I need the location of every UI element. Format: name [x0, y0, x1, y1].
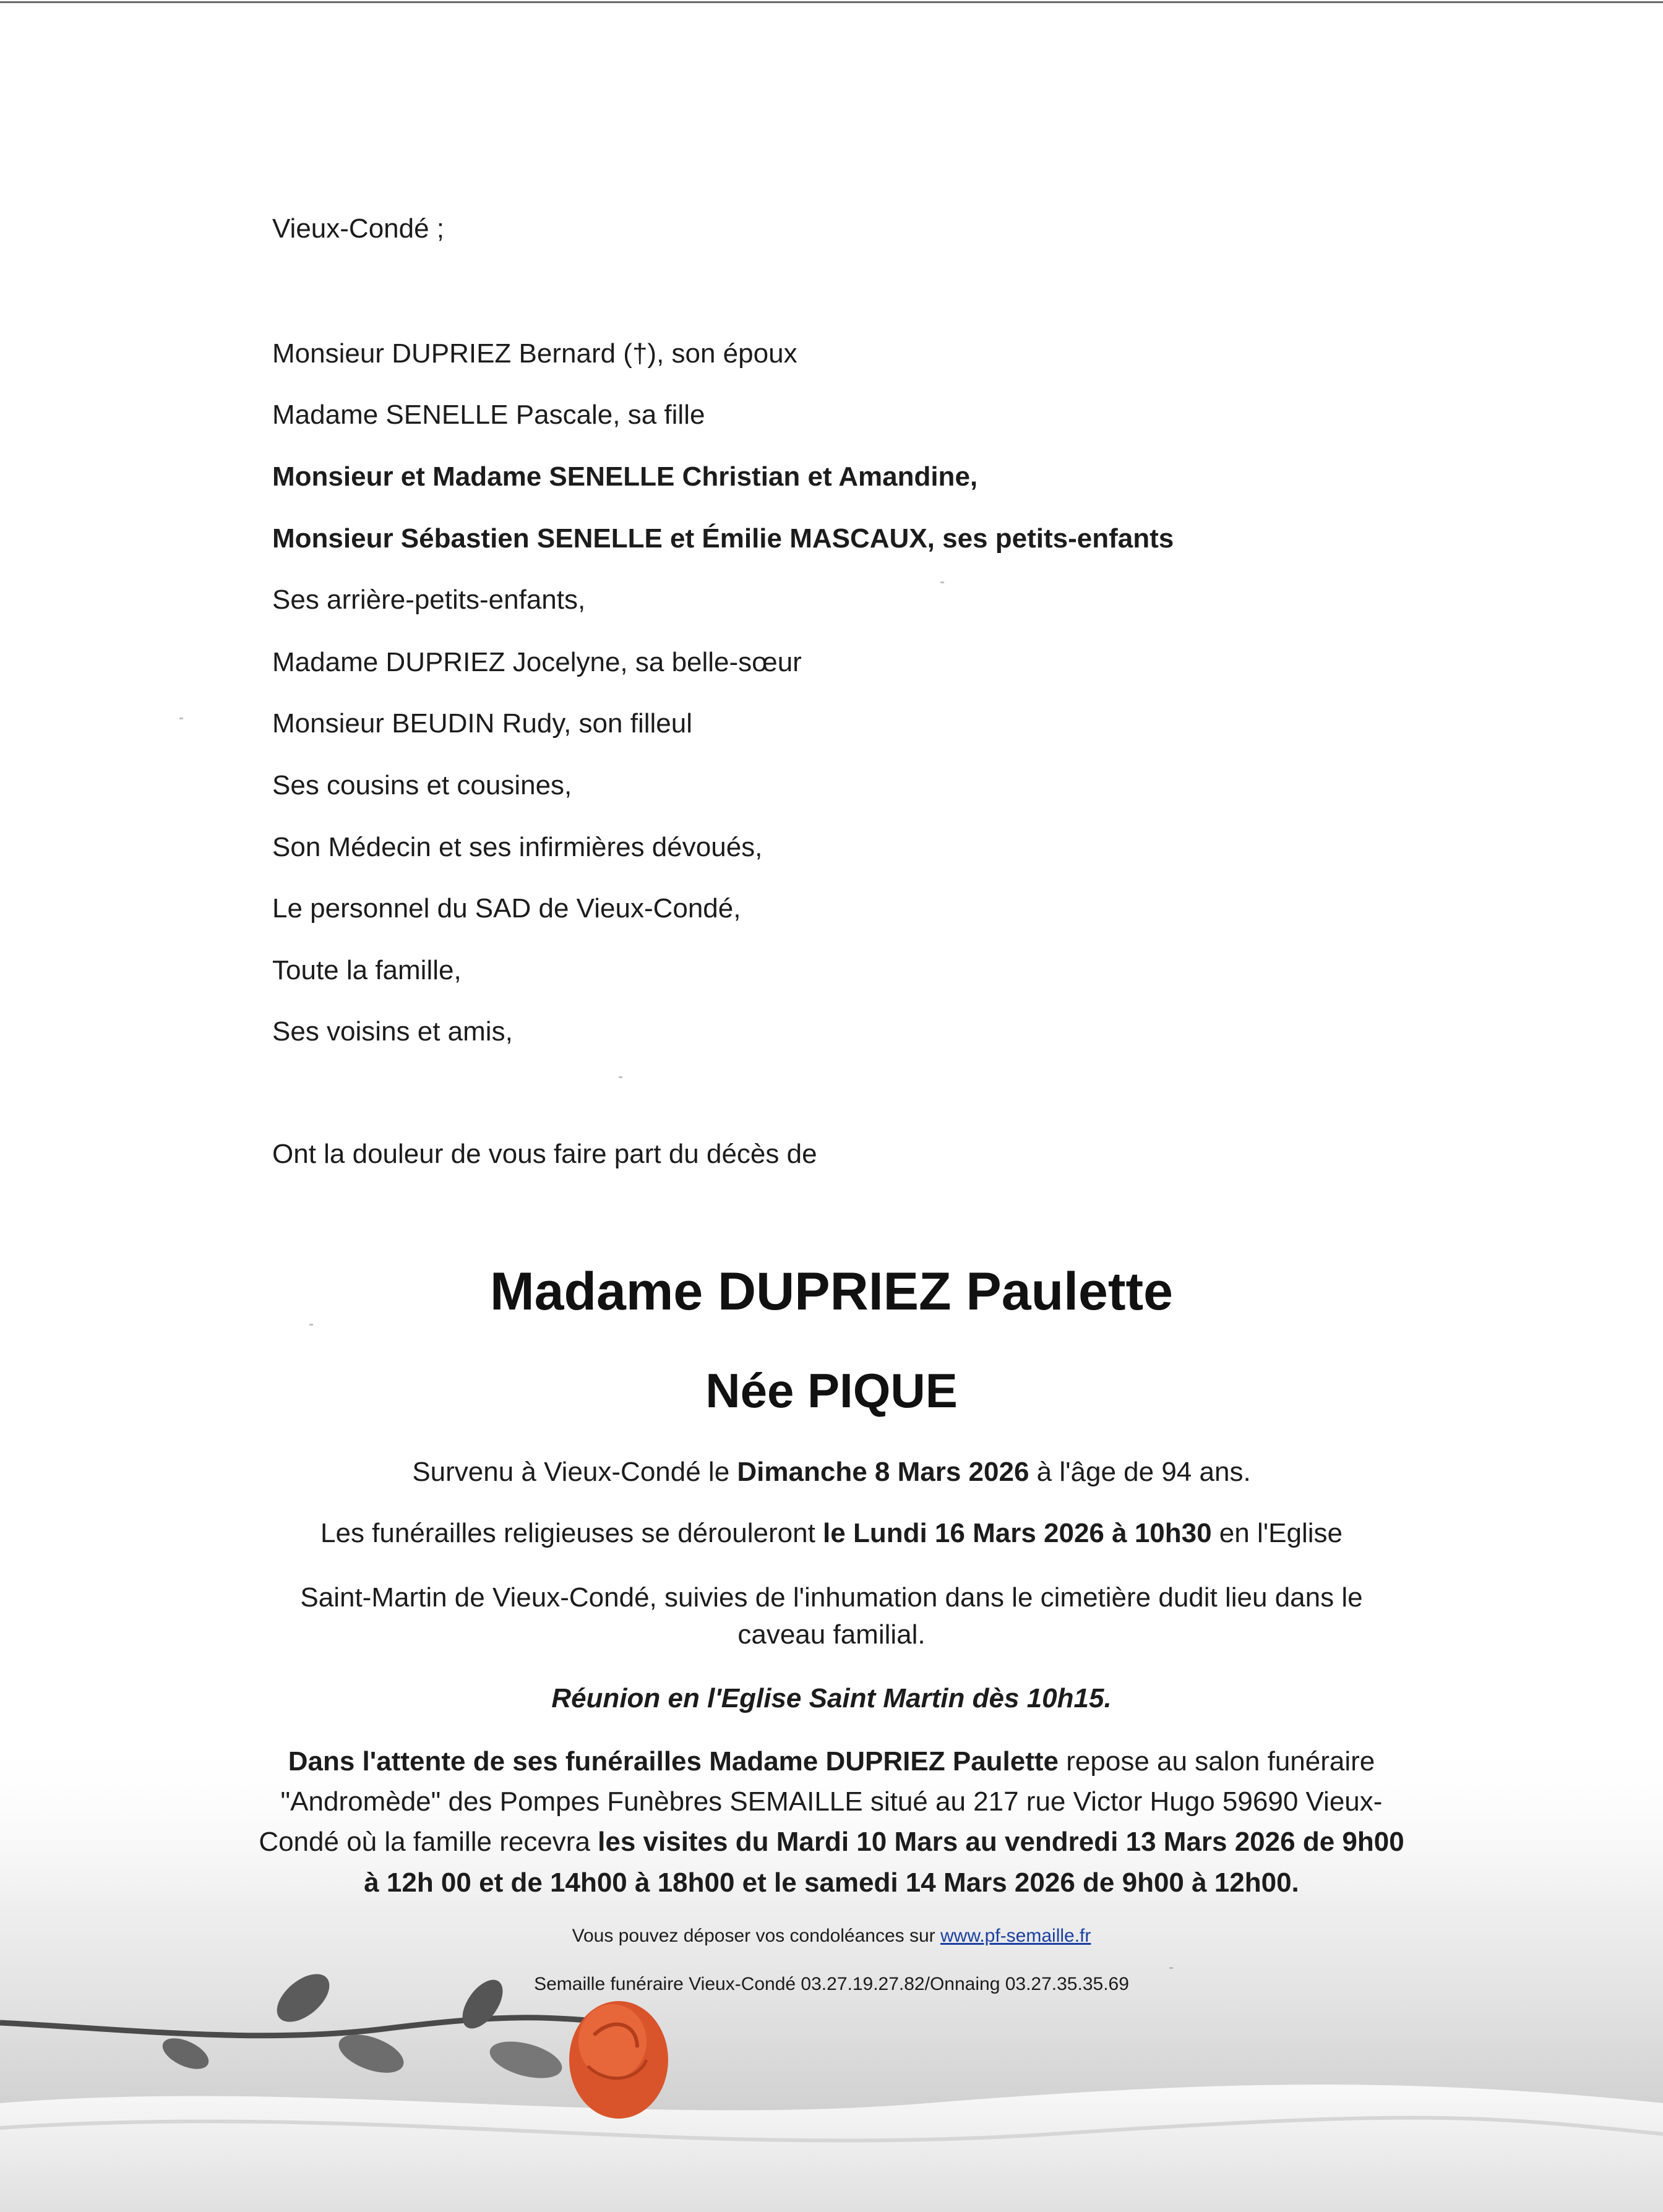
top-border — [0, 1, 1663, 3]
visits-line-4: à 12h 00 et de 14h00 à 18h00 et le samedi 14 Mars 2026 de 9h00 à 12h00. — [364, 1867, 1299, 1898]
scan-speck — [940, 581, 944, 583]
rose-flower — [569, 2001, 668, 2119]
funeral-place: en l'Eglise — [1211, 1518, 1343, 1548]
scan-speck — [179, 718, 183, 719]
announcement-intro: Ont la douleur de vous faire part du décès de — [272, 1139, 817, 1169]
deceased-name: Madame DUPRIEZ Paulette — [490, 1262, 1173, 1321]
family-line: Monsieur DUPRIEZ Bernard (†), son époux — [272, 338, 797, 369]
death-date: Dimanche 8 Mars 2026 — [737, 1457, 1029, 1487]
family-line: Ses arrière-petits-enfants, — [272, 585, 586, 615]
funeral-date: le Lundi 16 Mars 2026 à 10h30 — [823, 1518, 1212, 1548]
condolences-link[interactable]: www.pf-semaille.fr — [940, 1926, 1091, 1946]
family-line: Son Médecin et ses infirmières dévoués, — [272, 832, 763, 862]
family-line: Ses cousins et cousines, — [272, 770, 572, 800]
visits-line-1 — [213, 1743, 1450, 1780]
visits-text: repose au salon funéraire — [1059, 1746, 1375, 1777]
family-line: Ses voisins et amis, — [272, 1016, 513, 1047]
visits-bold: Dans l'attente de ses funérailles Madame DUPRIEZ Paulette — [288, 1746, 1059, 1777]
scan-speck — [309, 1324, 313, 1326]
death-notice — [213, 1454, 1450, 1491]
contact-line: Semaille funéraire Vieux-Condé 03.27.19.27.82/Onnaing 03.27.35.35.69 — [534, 1974, 1129, 1994]
scan-speck — [619, 1076, 622, 1078]
family-line: Madame DUPRIEZ Jocelyne, sa belle-sœur — [272, 647, 802, 677]
meeting-notice: Réunion en l'Eglise Saint Martin dès 10h15. — [551, 1683, 1112, 1713]
visits-text: Condé où la famille recevra — [259, 1827, 598, 1857]
family-line: Toute la famille, — [272, 955, 462, 985]
family-line: Monsieur Sébastien SENELLE et Émilie MASCAUX, ses petits-enfants — [272, 523, 1174, 554]
scan-speck — [1169, 1967, 1173, 1969]
death-age: à l'âge de 94 ans. — [1029, 1457, 1251, 1487]
visits-line-2: "Andromède" des Pompes Funèbres SEMAILLE situé au 217 rue Victor Hugo 59690 Vieux- — [280, 1786, 1383, 1817]
family-line: Madame SENELLE Pascale, sa fille — [272, 400, 705, 430]
funeral-text: Les funérailles religieuses se dérouleront — [320, 1518, 823, 1548]
family-line: Le personnel du SAD de Vieux-Condé, — [272, 893, 741, 924]
condolences-line — [213, 1924, 1450, 1948]
funeral-line-2: Saint-Martin de Vieux-Condé, suivies de l'inhumation dans le cimetière dudit lieu dans le — [300, 1582, 1363, 1613]
funeral-line-1 — [213, 1515, 1450, 1552]
visits-line-3 — [213, 1824, 1450, 1861]
visits-hours: les visites du Mardi 10 Mars au vendredi 13 Mars 2026 de 9h00 — [598, 1827, 1404, 1857]
condolences-text: Vous pouvez déposer vos condoléances sur — [572, 1926, 940, 1946]
funeral-line-3: caveau familial. — [737, 1619, 926, 1650]
maiden-name: Née PIQUE — [705, 1363, 958, 1418]
death-text: Survenu à Vieux-Condé le — [412, 1457, 737, 1487]
family-line: Monsieur BEUDIN Rudy, son filleul — [272, 708, 692, 739]
location-header: Vieux-Condé ; — [272, 213, 445, 244]
family-line: Monsieur et Madame SENELLE Christian et Amandine, — [272, 461, 978, 492]
